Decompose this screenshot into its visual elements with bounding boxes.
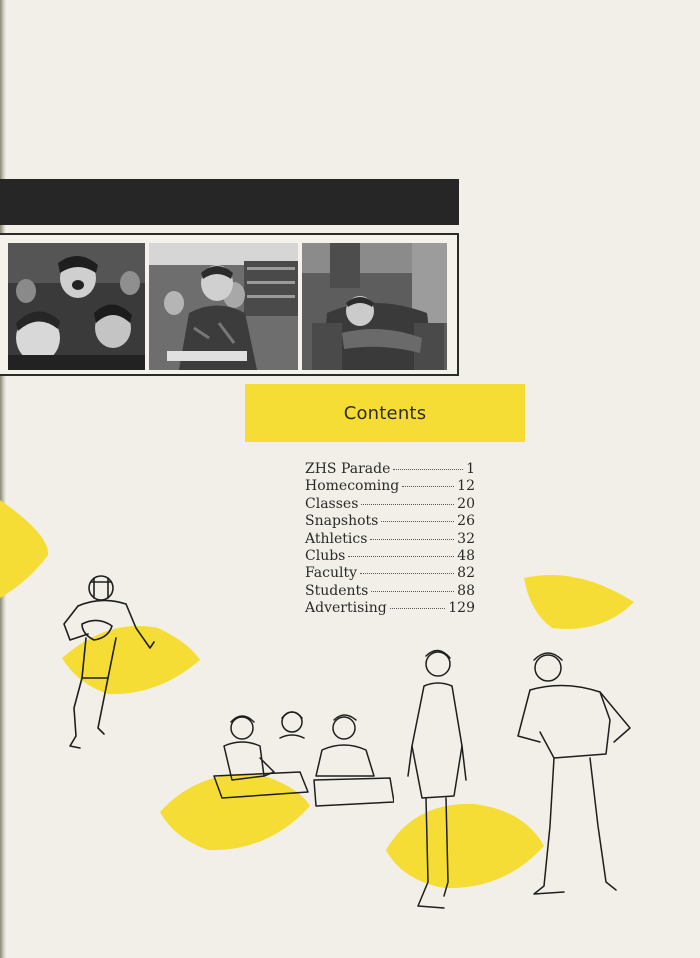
football-player-illustration xyxy=(58,568,160,760)
yellow-leaf-right xyxy=(522,572,636,634)
table-of-contents xyxy=(305,461,475,618)
student-reading-in-library-photo xyxy=(149,243,298,370)
toc-entry-page: 20 xyxy=(457,495,475,512)
yellow-leaf-left-edge xyxy=(0,500,52,600)
toc-leader-dots xyxy=(402,486,454,487)
toc-leader-dots xyxy=(361,504,454,505)
toc-entry xyxy=(305,548,475,565)
standing-boy-illustration xyxy=(404,646,472,912)
toc-entry-label: Advertising xyxy=(305,600,387,617)
toc-leader-dots xyxy=(393,469,463,470)
toc-entry-page: 82 xyxy=(457,565,475,582)
student-in-armchair-photo xyxy=(302,243,447,370)
toc-entry xyxy=(305,600,475,617)
toc-entry-label: Homecoming xyxy=(305,478,400,495)
students-at-desks-illustration xyxy=(204,706,394,814)
toc-entry-label: Students xyxy=(305,582,369,599)
toc-leader-dots xyxy=(381,521,454,522)
contents-title: Contents xyxy=(343,402,427,424)
toc-entry xyxy=(305,478,475,495)
toc-leader-dots xyxy=(360,573,454,574)
toc-entry-label: Snapshots xyxy=(305,513,379,530)
toc-entry-page: 1 xyxy=(466,461,475,477)
cheering-students-photo xyxy=(8,243,145,370)
toc-entry xyxy=(305,461,475,478)
toc-entry-page: 32 xyxy=(457,530,475,547)
toc-entry-page: 26 xyxy=(457,513,475,530)
page-binding-edge xyxy=(0,0,6,958)
toc-leader-dots xyxy=(370,539,454,540)
toc-entry-label: Classes xyxy=(305,495,359,512)
header-bar xyxy=(0,179,459,225)
toc-entry xyxy=(305,496,475,513)
toc-leader-dots xyxy=(390,608,446,609)
toc-entry-label: Clubs xyxy=(305,547,346,564)
toc-entry-page: 48 xyxy=(457,547,475,564)
toc-leader-dots xyxy=(371,591,454,592)
toc-entry-label: Faculty xyxy=(305,565,357,582)
toc-entry xyxy=(305,513,475,530)
smiling-boy-illustration xyxy=(514,646,638,902)
toc-entry-label: ZHS Parade xyxy=(305,461,391,477)
toc-entry-page: 129 xyxy=(448,600,475,617)
toc-entry xyxy=(305,531,475,548)
toc-leader-dots xyxy=(348,556,454,557)
toc-entry xyxy=(305,583,475,600)
toc-entry-label: Athletics xyxy=(305,530,368,547)
toc-entry-page: 88 xyxy=(457,582,475,599)
toc-entry-page: 12 xyxy=(457,478,475,495)
photo-strip xyxy=(0,233,459,376)
toc-entry xyxy=(305,565,475,582)
contents-heading-box xyxy=(245,384,525,442)
